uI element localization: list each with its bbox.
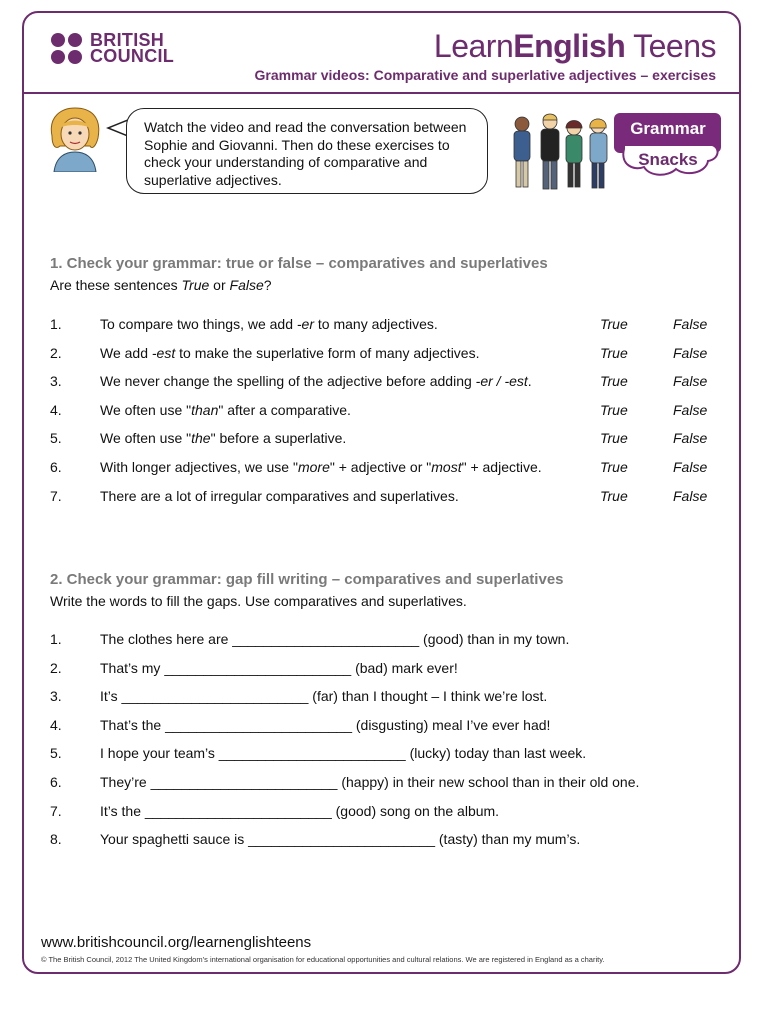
true-option[interactable]: True — [600, 373, 628, 390]
item-number: 3. — [50, 373, 62, 390]
section-1-title: 1. Check your grammar: true or false – comparatives and superlatives — [50, 255, 548, 272]
true-false-row — [50, 459, 730, 477]
gap-fill-sentence[interactable]: I hope your team’s ________________________ (lucky) today than last week. — [100, 745, 587, 762]
logo-line-2: COUNCIL — [90, 46, 175, 66]
statement-text: We add -est to make the superlative form of many adjectives. — [100, 344, 480, 361]
gap-fill-row — [50, 831, 730, 849]
gap-fill-sentence[interactable]: That’s the ________________________ (disgusting) meal I’ve ever had! — [100, 716, 551, 733]
false-option[interactable]: False — [673, 316, 708, 332]
section-2-instruction: Write the words to fill the gaps. Use comparatives and superlatives. — [50, 593, 467, 609]
logo-dots-icon — [51, 33, 82, 64]
section-1-instruction: Are these sentences True or False? — [50, 277, 272, 293]
item-number: 2. — [50, 344, 62, 361]
gap-fill-row — [50, 745, 730, 763]
gap-fill-sentence[interactable]: It’s ________________________ (far) than I thought – I think we’re lost. — [100, 688, 548, 705]
false-option[interactable]: False — [673, 344, 708, 361]
item-number: 3. — [50, 688, 62, 705]
item-number: 1. — [50, 631, 62, 647]
learnenglish-teens-logo — [434, 28, 716, 65]
statement-text: With longer adjectives, we use "more" + adjective or "most" + adjective. — [100, 459, 542, 475]
badge-word-snacks: Snacks — [638, 150, 698, 169]
gap-fill-sentence[interactable]: It’s the ________________________ (good) song on the album. — [100, 802, 500, 819]
gap-fill-row — [50, 717, 730, 735]
true-false-row — [50, 430, 730, 448]
gap-fill-row — [50, 660, 730, 678]
item-number: 8. — [50, 831, 62, 848]
header-divider — [22, 92, 741, 94]
false-option[interactable]: False — [673, 430, 708, 447]
true-option[interactable]: True — [600, 487, 628, 504]
logo-line-1: BRITISH — [90, 30, 165, 50]
item-number: 7. — [50, 487, 62, 504]
intro-speech-bubble: Watch the video and read the conversation between Sophie and Giovanni. Then do these exercises to check your understanding of comparative and superlative adjectives. — [126, 108, 488, 194]
statement-text: We often use "than" after a comparative. — [100, 401, 351, 418]
item-number: 7. — [50, 802, 62, 819]
teens-group-illustration — [508, 110, 624, 194]
gap-fill-sentence[interactable]: That’s my ________________________ (bad) mark ever! — [100, 659, 458, 676]
page-subtitle: Grammar videos: Comparative and superlative adjectives – exercises — [254, 67, 716, 83]
footer-url[interactable]: www.britishcouncil.org/learnenglishteens — [41, 934, 312, 951]
gap-fill-row — [50, 631, 730, 649]
true-false-row — [50, 488, 730, 506]
footer-copyright: © The British Council, 2012 The United Kingdom’s international organisation for educational opportunities and cultural relations. We are registered in England as a charity. — [41, 955, 605, 964]
gap-fill-row — [50, 803, 730, 821]
true-false-row — [50, 345, 730, 363]
false-option[interactable]: False — [673, 487, 708, 504]
statement-text: There are a lot of irregular comparatives and superlatives. — [100, 487, 459, 504]
section-2-title: 2. Check your grammar: gap fill writing – comparatives and superlatives — [50, 571, 564, 588]
statement-text: We often use "the" before a superlative. — [100, 430, 347, 447]
true-option[interactable]: True — [600, 459, 628, 475]
brand-learn: Learn — [433, 28, 514, 64]
gap-fill-sentence[interactable]: The clothes here are ________________________ (good) than in my town. — [100, 631, 570, 647]
sophie-avatar — [46, 106, 104, 172]
true-option[interactable]: True — [600, 401, 628, 418]
brand-teens: Teens — [625, 28, 716, 64]
statement-text: We never change the spelling of the adjective before adding -er / -est. — [100, 373, 532, 390]
item-number: 6. — [50, 774, 62, 790]
badge-word-grammar: Grammar — [630, 119, 706, 138]
item-number: 2. — [50, 659, 62, 676]
true-option[interactable]: True — [600, 430, 628, 447]
item-number: 6. — [50, 459, 62, 475]
item-number: 4. — [50, 716, 62, 733]
gap-fill-sentence[interactable]: They’re ________________________ (happy) in their new school than in their old one. — [100, 774, 640, 790]
item-number: 5. — [50, 430, 62, 447]
true-false-row — [50, 316, 730, 334]
true-option[interactable]: True — [600, 316, 628, 332]
false-option[interactable]: False — [673, 373, 708, 390]
statement-text: To compare two things, we add -er to many adjectives. — [100, 316, 438, 332]
british-council-logo — [51, 32, 174, 64]
gap-fill-row — [50, 688, 730, 706]
item-number: 4. — [50, 401, 62, 418]
true-false-row — [50, 402, 730, 420]
true-option[interactable]: True — [600, 344, 628, 361]
gap-fill-sentence[interactable]: Your spaghetti sauce is ________________________ (tasty) than my mum’s. — [100, 831, 581, 848]
item-number: 1. — [50, 316, 62, 332]
brand-english: English — [513, 28, 626, 64]
false-option[interactable]: False — [673, 401, 708, 418]
true-false-row — [50, 373, 730, 391]
false-option[interactable]: False — [673, 459, 708, 475]
gap-fill-row — [50, 774, 730, 792]
item-number: 5. — [50, 745, 62, 762]
